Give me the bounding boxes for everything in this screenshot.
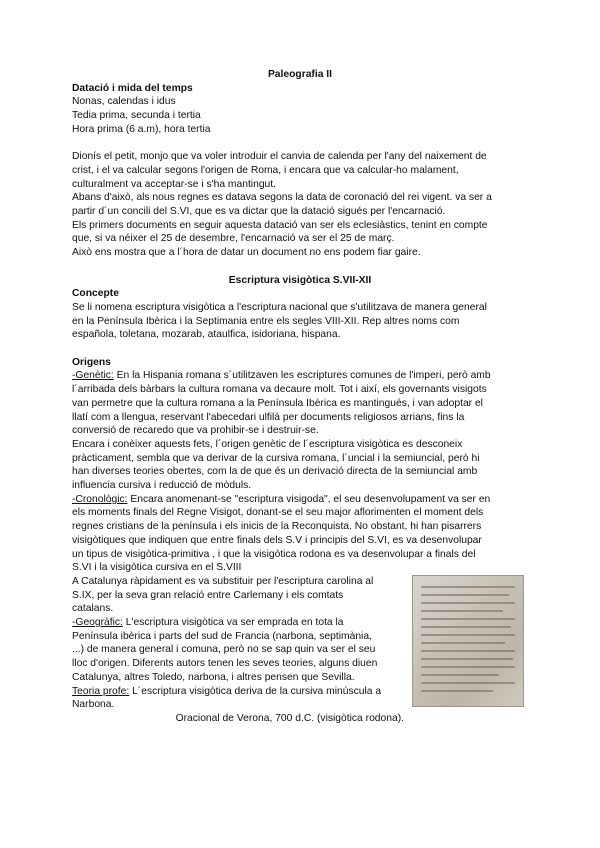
genetic-first-line: En la Hispania romana s´utilitzaven les escriptures comunes de l'imperi, però amb <box>113 370 491 382</box>
text-line: Dionís el petit, monjo que va voler introduir el canvia de calenda per l'any del naixement de <box>72 151 487 163</box>
text-line: en la Península Ibèrica i la Septimania entre els segles VIII-XII. Rep altres noms com <box>72 315 460 327</box>
text-line: Abans d'això, als nous regnes es datava segons la data de coronació del rei vigent. va ser a <box>72 192 492 204</box>
text-line: crist, i el va calcular segons l'origen de Roma, i encara que va calcular-ho malament, <box>72 164 459 176</box>
section-heading-concepte: Concepte <box>72 288 119 300</box>
paragraph-cronologic <box>72 493 528 575</box>
text-line: S.VI i la visigòtica cursiva en el S.VIII <box>72 562 242 574</box>
text-line: llatí com a llengua, reservant l'abecedari ulfilà per documents religiosos arrians, fins la <box>72 411 465 423</box>
image-caption: Oracional de Verona, 700 d.C. (visigòtica rodona). <box>175 713 404 724</box>
paragraph-genetic <box>72 369 528 492</box>
list-item: Tedia prima, secunda i tertia <box>72 110 201 122</box>
text-line: pràcticament, sembla que va derivar de la cursiva romana, l´uncial i la semiuncial, però hi <box>72 452 480 464</box>
text-line: els moments finals del Regne Visigot, donant-se el seu major aflorimenten el moment dels <box>72 507 484 519</box>
text-line <box>72 493 528 507</box>
text-line: Península ibèrica i parts del sud de Francia (narbona, septimània, <box>72 630 372 642</box>
list-item: Hora prima (6 a.m), hora tertia <box>72 123 211 135</box>
text-line: Els primers documents en seguir aquesta datació van ser els eclesiàstics, tenint en compte <box>72 219 488 231</box>
text-line: conversió de recaredo que va prohibir-se i destruir-se. <box>72 425 319 437</box>
text-line <box>72 369 528 383</box>
section-heading-datacio: Datació i mida del temps <box>72 82 193 94</box>
text-line: culturalment va acceptar-se i s'ha mantingut. <box>72 178 276 190</box>
section-title-visigotica: Escriptura visigòtica S.VII-XII <box>228 274 372 286</box>
geografic-first-line: L'escriptura visigòtica va ser emprada en tota la <box>122 617 344 629</box>
text-line <box>72 616 408 630</box>
text-line: han diverses teories obertes, com la de que és un derivació directa de la semiuncial amb <box>72 466 478 478</box>
text-line: española, toletana, mozarab, ataulfica, isidoriana, hispana. <box>72 329 341 341</box>
genetic-label: -Genètic: <box>72 370 114 382</box>
document-page <box>72 68 528 726</box>
text-line: que, si va néixer el 25 de desembre, l'encarnació va ser el 25 de març. <box>72 233 395 245</box>
manuscript-image <box>412 575 524 707</box>
teoria-first-line: L´escriptura visigòtica deriva de la cursiva minúscula a <box>129 685 382 697</box>
text-line: partir d´un concili del S.VI, que es va dictar que la datació sigués per l'encarnació. <box>72 206 446 218</box>
paragraph-dionis <box>72 150 528 260</box>
text-line: van permetre que la cultura romana a la Península Ibèrica es mantingués, i van adoptar el <box>72 397 483 409</box>
text-line: Catalunya, altres Toledo, narbona, i altres pensen que Sevilla. <box>72 671 355 683</box>
text-line: S.IX, per la seva gran relació entre Carlemany i els comtats <box>72 589 344 601</box>
teoria-label: Teoria profe: <box>72 685 130 697</box>
document-title: Paleografia II <box>267 69 333 80</box>
datacio-list <box>72 95 528 136</box>
cronologic-label: -Cronològic: <box>72 493 128 505</box>
cronologic-first-line: Encara anomenant-se "escriptura visigoda", el seu desenvolupament va ser en <box>127 493 491 505</box>
section-heading-origens: Origens <box>72 356 111 368</box>
geografic-label: -Geogràfic: <box>72 617 123 629</box>
text-line: influencia cursiva i reducció de mòduls. <box>72 480 252 492</box>
geografic-block <box>72 575 528 726</box>
text-line: un tipus de visigòtica-primitiva , i que la visigòtica rodona es va desenvolupar a finals del <box>72 548 476 560</box>
text-line: ...) de manera general i comuna, però no se sap quin va ser el seu <box>72 644 376 656</box>
text-line: l´arribada dels bàrbars la cultura romana va decaure molt. Tot i així, els governants visigots <box>72 384 487 396</box>
text-line: Se li nomena escriptura visigòtica a l'escriptura nacional que s'utilitzava de manera general <box>72 301 487 313</box>
text-line: regnes cristians de la península i els inicis de la Reconquista. No obstant, hi han pisarrers <box>72 521 482 533</box>
text-line: catalans. <box>72 603 114 615</box>
paragraph-concepte <box>72 301 528 342</box>
text-line: visigòtiques que indiquen que entre finals dels S.V i principis del S.VI, es va desenvolupar <box>72 534 482 546</box>
text-line: Això ens mostra que a l´hora de datar un document no ens podem fiar gaire. <box>72 247 421 259</box>
list-item: Nonas, calendas i idus <box>72 96 176 108</box>
text-line: Narbona. <box>72 699 115 711</box>
text-line <box>72 685 408 699</box>
text-line: Encara i conèixer aquests fets, l´origen genètic de l´escriptura visigòtica es desconeix <box>72 438 463 450</box>
text-line: lloc d'origen. Diferents autors tenen les seves teories, alguns diuen <box>72 658 378 670</box>
text-line: A Catalunya ràpidament es va substituir per l'escriptura carolina al <box>72 575 374 587</box>
